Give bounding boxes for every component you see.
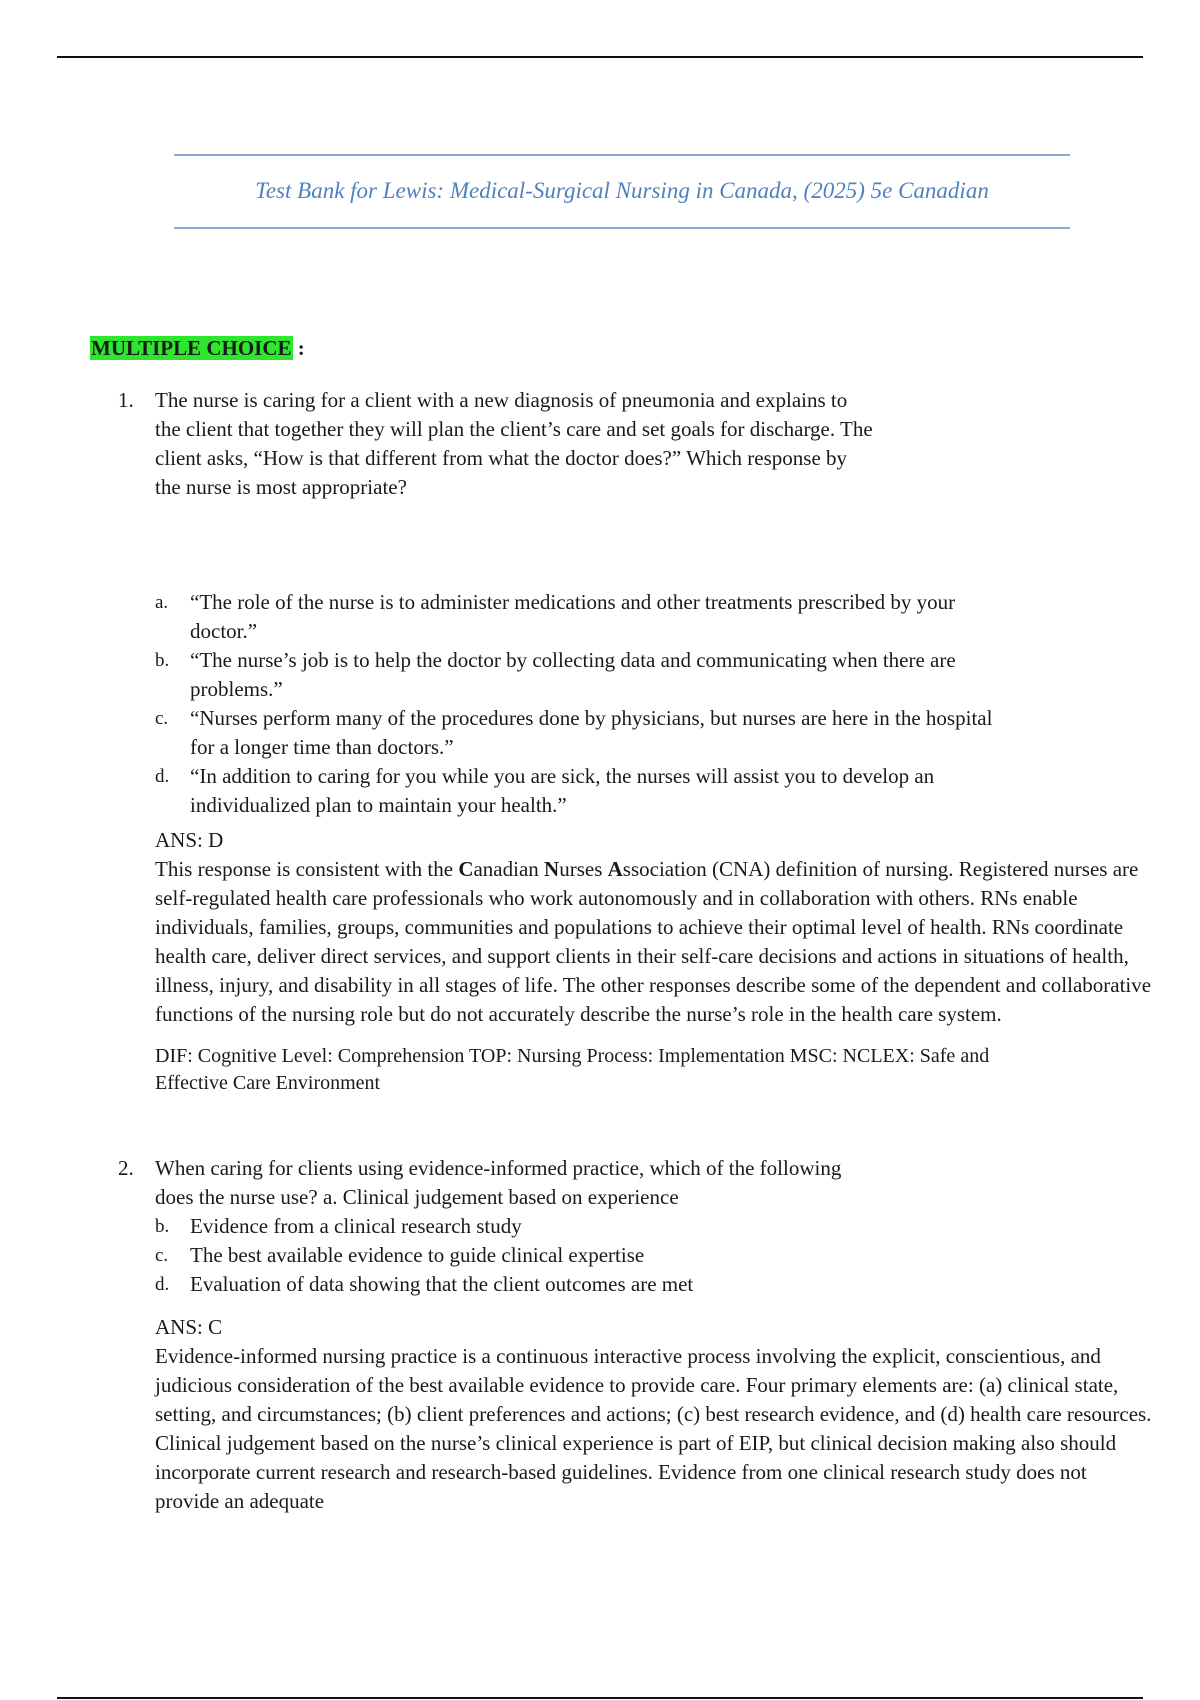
option-letter: b.: [155, 1216, 170, 1237]
answer-key: ANS: C: [155, 1315, 223, 1339]
option-c: [155, 704, 1010, 762]
title-block: [174, 154, 1070, 229]
section-heading: [90, 335, 305, 361]
option-letter: c.: [155, 708, 169, 729]
option-d: [155, 762, 1010, 820]
title-bottom-line: [174, 227, 1070, 229]
option-text: “Nurses perform many of the procedures done by physicians, but nurses are here in the hospital for a longer time than doctors.”: [190, 706, 993, 759]
option-text: “The role of the nurse is to administer medications and other treatments prescribed by your doctor.”: [190, 590, 956, 643]
option-text: “In addition to caring for you while you are sick, the nurses will assist you to develop an individualized plan to maintain your health.”: [190, 764, 935, 817]
option-letter: b.: [155, 650, 170, 671]
question-number: 2.: [118, 1156, 134, 1180]
title-top-line: [174, 154, 1070, 156]
answer-rationale: Evidence-informed nursing practice is a continuous interactive process involving the explicit, conscientious, and judicious consideration of the best available evidence to provide care. Four primary elements are: (a) clinical state, setting, and circumstances; (b) client preferences and actions; (c) best research evidence, and (d) health care resources. Clinical judgement based on the nurse’s clinical experience is part of EIP, but clinical decision making also should incorporate current research and research-based guidelines. Evidence from one clinical research study does not provide an adequate: [155, 1344, 1152, 1513]
answer-rationale: This response is consistent with the Canadian Nurses Association (CNA) definition of nursing. Registered nurses are self-regulated health care professionals who work autonomously and in collaboration with others. RNs enable individuals, families, groups, communities and populations to achieve their optimal level of health. RNs coordinate health care, deliver direct services, and support clients in their self-care decisions and actions in situations of health, illness, injury, and disability in all stages of life. The other responses describe some of the dependent and collaborative functions of the nursing role but do not accurately describe the nurse’s role in the health care system.: [155, 857, 1152, 1026]
option-text: Evaluation of data showing that the client outcomes are met: [190, 1272, 694, 1296]
option-letter: c.: [155, 1245, 169, 1266]
document-title: Test Bank for Lewis: Medical-Surgical Nursing in Canada, (2025) 5e Canadian: [255, 178, 989, 203]
section-heading-label: MULTIPLE CHOICE: [91, 336, 292, 360]
question-number: 1.: [118, 388, 134, 412]
option-text: The best available evidence to guide clinical expertise: [190, 1243, 645, 1267]
option-text: Evidence from a clinical research study: [190, 1214, 522, 1238]
option-letter: a.: [155, 592, 169, 613]
question-stem: When caring for clients using evidence-informed practice, which of the following does the nurse use? a. Clinical judgement based on experience: [155, 1156, 842, 1209]
question-2: [0, 1154, 1200, 1516]
question-stem: The nurse is caring for a client with a new diagnosis of pneumonia and explains to the client that together they will plan the client’s care and set goals for discharge. The client asks, “How is that different from what the doctor does?” Which response by the nurse is most appropriate?: [155, 388, 873, 499]
option-d: [155, 1270, 1010, 1299]
option-text: “The nurse’s job is to help the doctor by collecting data and communicating when there are problems.”: [190, 648, 956, 701]
option-letter: d.: [155, 1274, 170, 1295]
option-b: [155, 1212, 1010, 1241]
question-metadata: DIF: Cognitive Level: Comprehension TOP: Nursing Process: Implementation MSC: NCLEX: Safe and Effective Care Environment: [155, 1045, 990, 1094]
option-a: [155, 588, 1010, 646]
question-1: [0, 386, 1200, 1097]
top-rule: [57, 56, 1143, 58]
option-letter: d.: [155, 766, 170, 787]
bottom-rule: [57, 1697, 1143, 1699]
option-b: [155, 646, 1010, 704]
section-heading-colon: :: [292, 336, 305, 360]
option-c: [155, 1241, 1010, 1270]
answer-key: ANS: D: [155, 828, 224, 852]
